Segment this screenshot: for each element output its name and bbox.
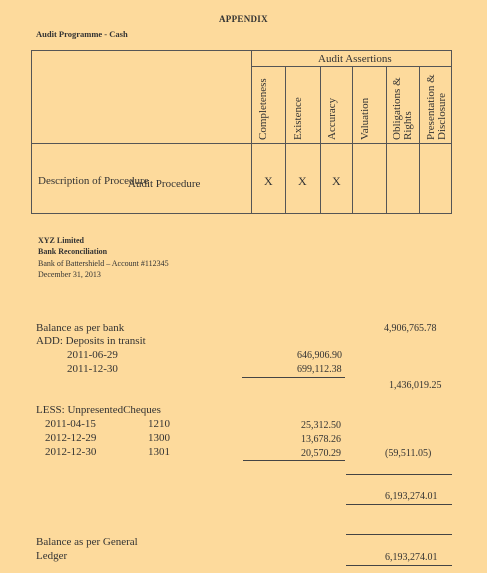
company-name: XYZ Limited — [38, 236, 84, 245]
total-rule-bottom — [346, 504, 452, 505]
bank-account: Bank of Battershield – Account #112345 — [38, 259, 169, 268]
deposit-amount: 699,112.38 — [297, 364, 342, 375]
deposit-date: 2011-06-29 — [67, 349, 118, 361]
column-accuracy: Accuracy — [326, 97, 338, 140]
table-divider — [285, 66, 286, 213]
mark-existence: X — [298, 174, 307, 188]
column-obligations-rights: Obligations & Rights — [391, 77, 414, 140]
audit-assertions-header: Audit Assertions — [318, 53, 392, 65]
reconciliation-title: Bank Reconciliation — [38, 247, 108, 256]
cheque-date: 2011-04-15 — [45, 418, 96, 430]
deposit-amount: 646,906.90 — [297, 350, 342, 361]
mark-accuracy: X — [332, 174, 341, 188]
deposit-date: 2011-12-30 — [67, 363, 118, 375]
balance-bank-label: Balance as per bank — [36, 322, 125, 334]
cheque-number: 1300 — [148, 432, 170, 444]
table-divider — [352, 66, 353, 213]
adjusted-balance: 6,193,274.01 — [385, 491, 438, 502]
subtotal-rule — [243, 460, 345, 461]
appendix-heading: APPENDIX — [219, 14, 268, 24]
balance-bank-value: 4,906,765.78 — [384, 323, 437, 334]
programme-title: Audit Programme - Cash — [36, 29, 128, 39]
cheque-number: 1301 — [148, 446, 170, 458]
column-presentation-disclosure: Presentation & Disclosure — [425, 74, 448, 140]
gl-balance-value: 6,193,274.01 — [385, 552, 438, 563]
add-label: ADD: Deposits in transit — [36, 335, 146, 347]
table-divider — [419, 66, 420, 213]
cheque-date: 2012-12-29 — [45, 432, 97, 444]
cheques-total: (59,511.05) — [385, 448, 432, 459]
mark-completeness: X — [264, 174, 273, 188]
gl-balance-label: Balance as per General — [36, 536, 138, 548]
cheque-amount: 25,312.50 — [301, 420, 341, 431]
gl-balance-label-2: Ledger — [36, 550, 68, 562]
table-divider — [251, 66, 451, 67]
cheque-date: 2012-12-30 — [45, 446, 97, 458]
cheque-amount: 20,570.29 — [301, 448, 341, 459]
cheque-number: 1210 — [148, 418, 170, 430]
column-valuation: Valuation — [359, 97, 371, 140]
table-divider — [32, 143, 451, 144]
total-rule-top — [346, 534, 452, 535]
table-divider — [320, 66, 321, 213]
less-label: LESS: UnpresentedCheques — [36, 404, 161, 416]
total-rule-top — [346, 474, 452, 475]
total-rule-bottom — [346, 565, 452, 566]
table-divider — [251, 51, 252, 213]
audit-procedure-header: Audit Procedure — [128, 178, 201, 190]
table-divider — [386, 66, 387, 213]
procedure-description: Description of Procedure — [38, 175, 149, 187]
audit-assertions-table — [31, 50, 452, 214]
deposits-total: 1,436,019.25 — [389, 380, 442, 391]
statement-date: December 31, 2013 — [38, 270, 101, 279]
cheque-amount: 13,678.26 — [301, 434, 341, 445]
column-completeness: Completeness — [257, 78, 269, 140]
subtotal-rule — [242, 377, 345, 378]
column-existence: Existence — [292, 97, 304, 140]
